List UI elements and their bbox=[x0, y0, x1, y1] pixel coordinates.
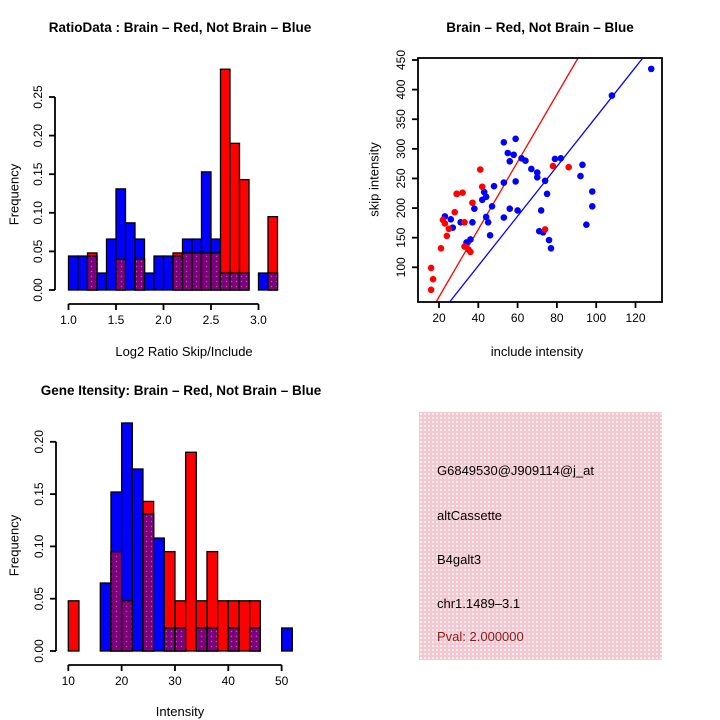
svg-text:40: 40 bbox=[471, 311, 485, 326]
gene-histogram-xlabel: Intensity bbox=[155, 704, 205, 719]
svg-text:350: 350 bbox=[394, 109, 409, 130]
svg-text:0.25: 0.25 bbox=[31, 85, 46, 109]
svg-text:50: 50 bbox=[274, 674, 289, 689]
svg-text:0.05: 0.05 bbox=[31, 239, 46, 264]
svg-text:3.0: 3.0 bbox=[250, 313, 267, 328]
svg-text:100: 100 bbox=[394, 257, 409, 278]
svg-text:2.5: 2.5 bbox=[202, 313, 220, 328]
svg-text:250: 250 bbox=[394, 168, 409, 189]
ratio-histogram-xlabel: Log2 Ratio Skip/Include bbox=[115, 344, 253, 359]
svg-text:30: 30 bbox=[168, 674, 182, 689]
gene-name-text: B4galt3 bbox=[437, 552, 482, 567]
svg-text:80: 80 bbox=[550, 311, 564, 326]
splice-type-text: altCassette bbox=[437, 508, 503, 523]
svg-text:0.20: 0.20 bbox=[31, 123, 46, 148]
svg-text:200: 200 bbox=[394, 198, 409, 219]
svg-text:0.15: 0.15 bbox=[31, 162, 46, 186]
pval-text: Pval: 2.000000 bbox=[437, 629, 524, 644]
svg-text:0.05: 0.05 bbox=[32, 587, 47, 611]
ratio-histogram-title: RatioData : Brain – Red, Not Brain – Blue bbox=[48, 20, 312, 35]
svg-text:0.00: 0.00 bbox=[31, 278, 46, 302]
svg-text:20: 20 bbox=[114, 674, 129, 689]
svg-text:450: 450 bbox=[394, 49, 409, 71]
svg-text:1.5: 1.5 bbox=[107, 313, 125, 328]
svg-text:0.20: 0.20 bbox=[32, 430, 47, 454]
svg-text:2.0: 2.0 bbox=[155, 313, 172, 328]
scatter-xlabel: include intensity bbox=[490, 344, 584, 359]
scatter-title: Brain – Red, Not Brain – Blue bbox=[446, 20, 634, 35]
svg-text:120: 120 bbox=[625, 311, 646, 326]
svg-text:300: 300 bbox=[394, 138, 409, 159]
ratio-histogram-ylabel: Frequency bbox=[6, 163, 22, 226]
svg-text:400: 400 bbox=[394, 79, 409, 100]
chromosome-text: chr1.1489–3.1 bbox=[437, 596, 521, 611]
svg-text:10: 10 bbox=[61, 674, 75, 689]
svg-text:0.10: 0.10 bbox=[31, 201, 46, 225]
gene-histogram-title: Gene Itensity: Brain – Red, Not Brain – Blue bbox=[40, 383, 322, 398]
svg-text:60: 60 bbox=[510, 311, 525, 326]
svg-text:150: 150 bbox=[394, 227, 409, 248]
svg-text:100: 100 bbox=[586, 311, 607, 326]
svg-text:1.0: 1.0 bbox=[60, 313, 77, 328]
svg-text:40: 40 bbox=[221, 674, 235, 689]
svg-text:20: 20 bbox=[432, 311, 446, 326]
svg-text:0.00: 0.00 bbox=[32, 639, 47, 663]
probe-id-text: G6849530@J909114@j_at bbox=[437, 463, 594, 478]
svg-text:0.15: 0.15 bbox=[32, 482, 47, 506]
scatter-ylabel: skip intensity bbox=[366, 142, 382, 217]
gene-info-panel bbox=[419, 412, 662, 660]
gene-histogram-ylabel: Frequency bbox=[6, 514, 22, 577]
svg-text:0.10: 0.10 bbox=[32, 534, 47, 559]
